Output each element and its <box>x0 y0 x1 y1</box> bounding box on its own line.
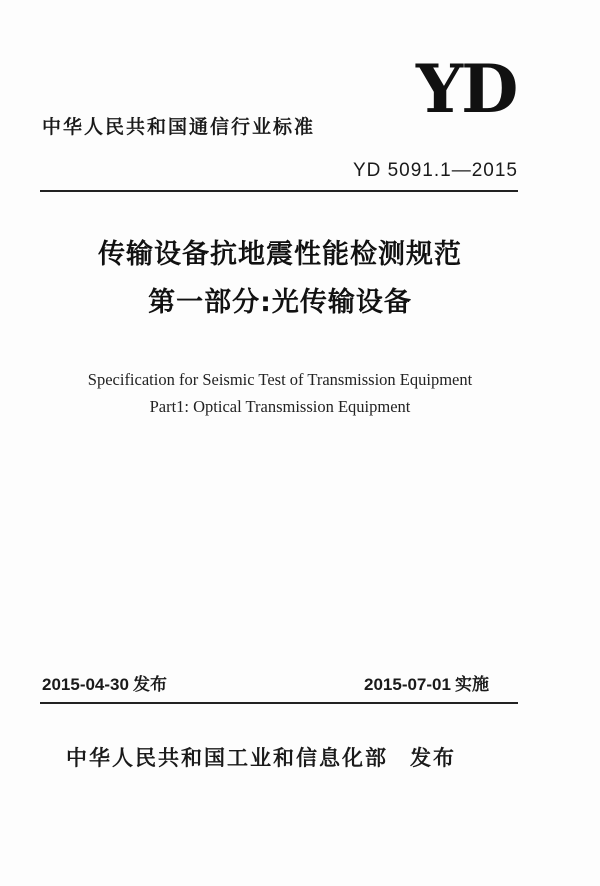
title-zh-line2: 第一部分:光传输设备 <box>148 287 412 318</box>
title-en-line1: Specification for Seismic Test of Transmission Equipment <box>87 370 473 389</box>
standard-number: YD 5091.1—2015 <box>352 160 518 181</box>
implement-date-block <box>364 670 489 695</box>
publisher-name: 中华人民共和国工业和信息化部 <box>66 746 388 770</box>
bottom-divider <box>40 702 518 704</box>
implement-label: 实施 <box>454 675 489 695</box>
implement-date: 2015-07-01 <box>364 675 451 694</box>
publisher-block <box>66 742 456 772</box>
issue-date: 2015-04-30 <box>42 675 129 694</box>
standard-type: 中华人民共和国通信行业标准 <box>42 116 316 138</box>
issue-label: 发布 <box>132 675 167 695</box>
yd-logo: YD <box>416 50 517 128</box>
publisher-action: 发布 <box>410 746 456 770</box>
title-zh-line1: 传输设备抗地震性能检测规范 <box>98 239 462 270</box>
top-divider <box>40 190 518 192</box>
title-en-line2: Part1: Optical Transmission Equipment <box>149 397 411 416</box>
issue-date-block <box>42 670 167 695</box>
